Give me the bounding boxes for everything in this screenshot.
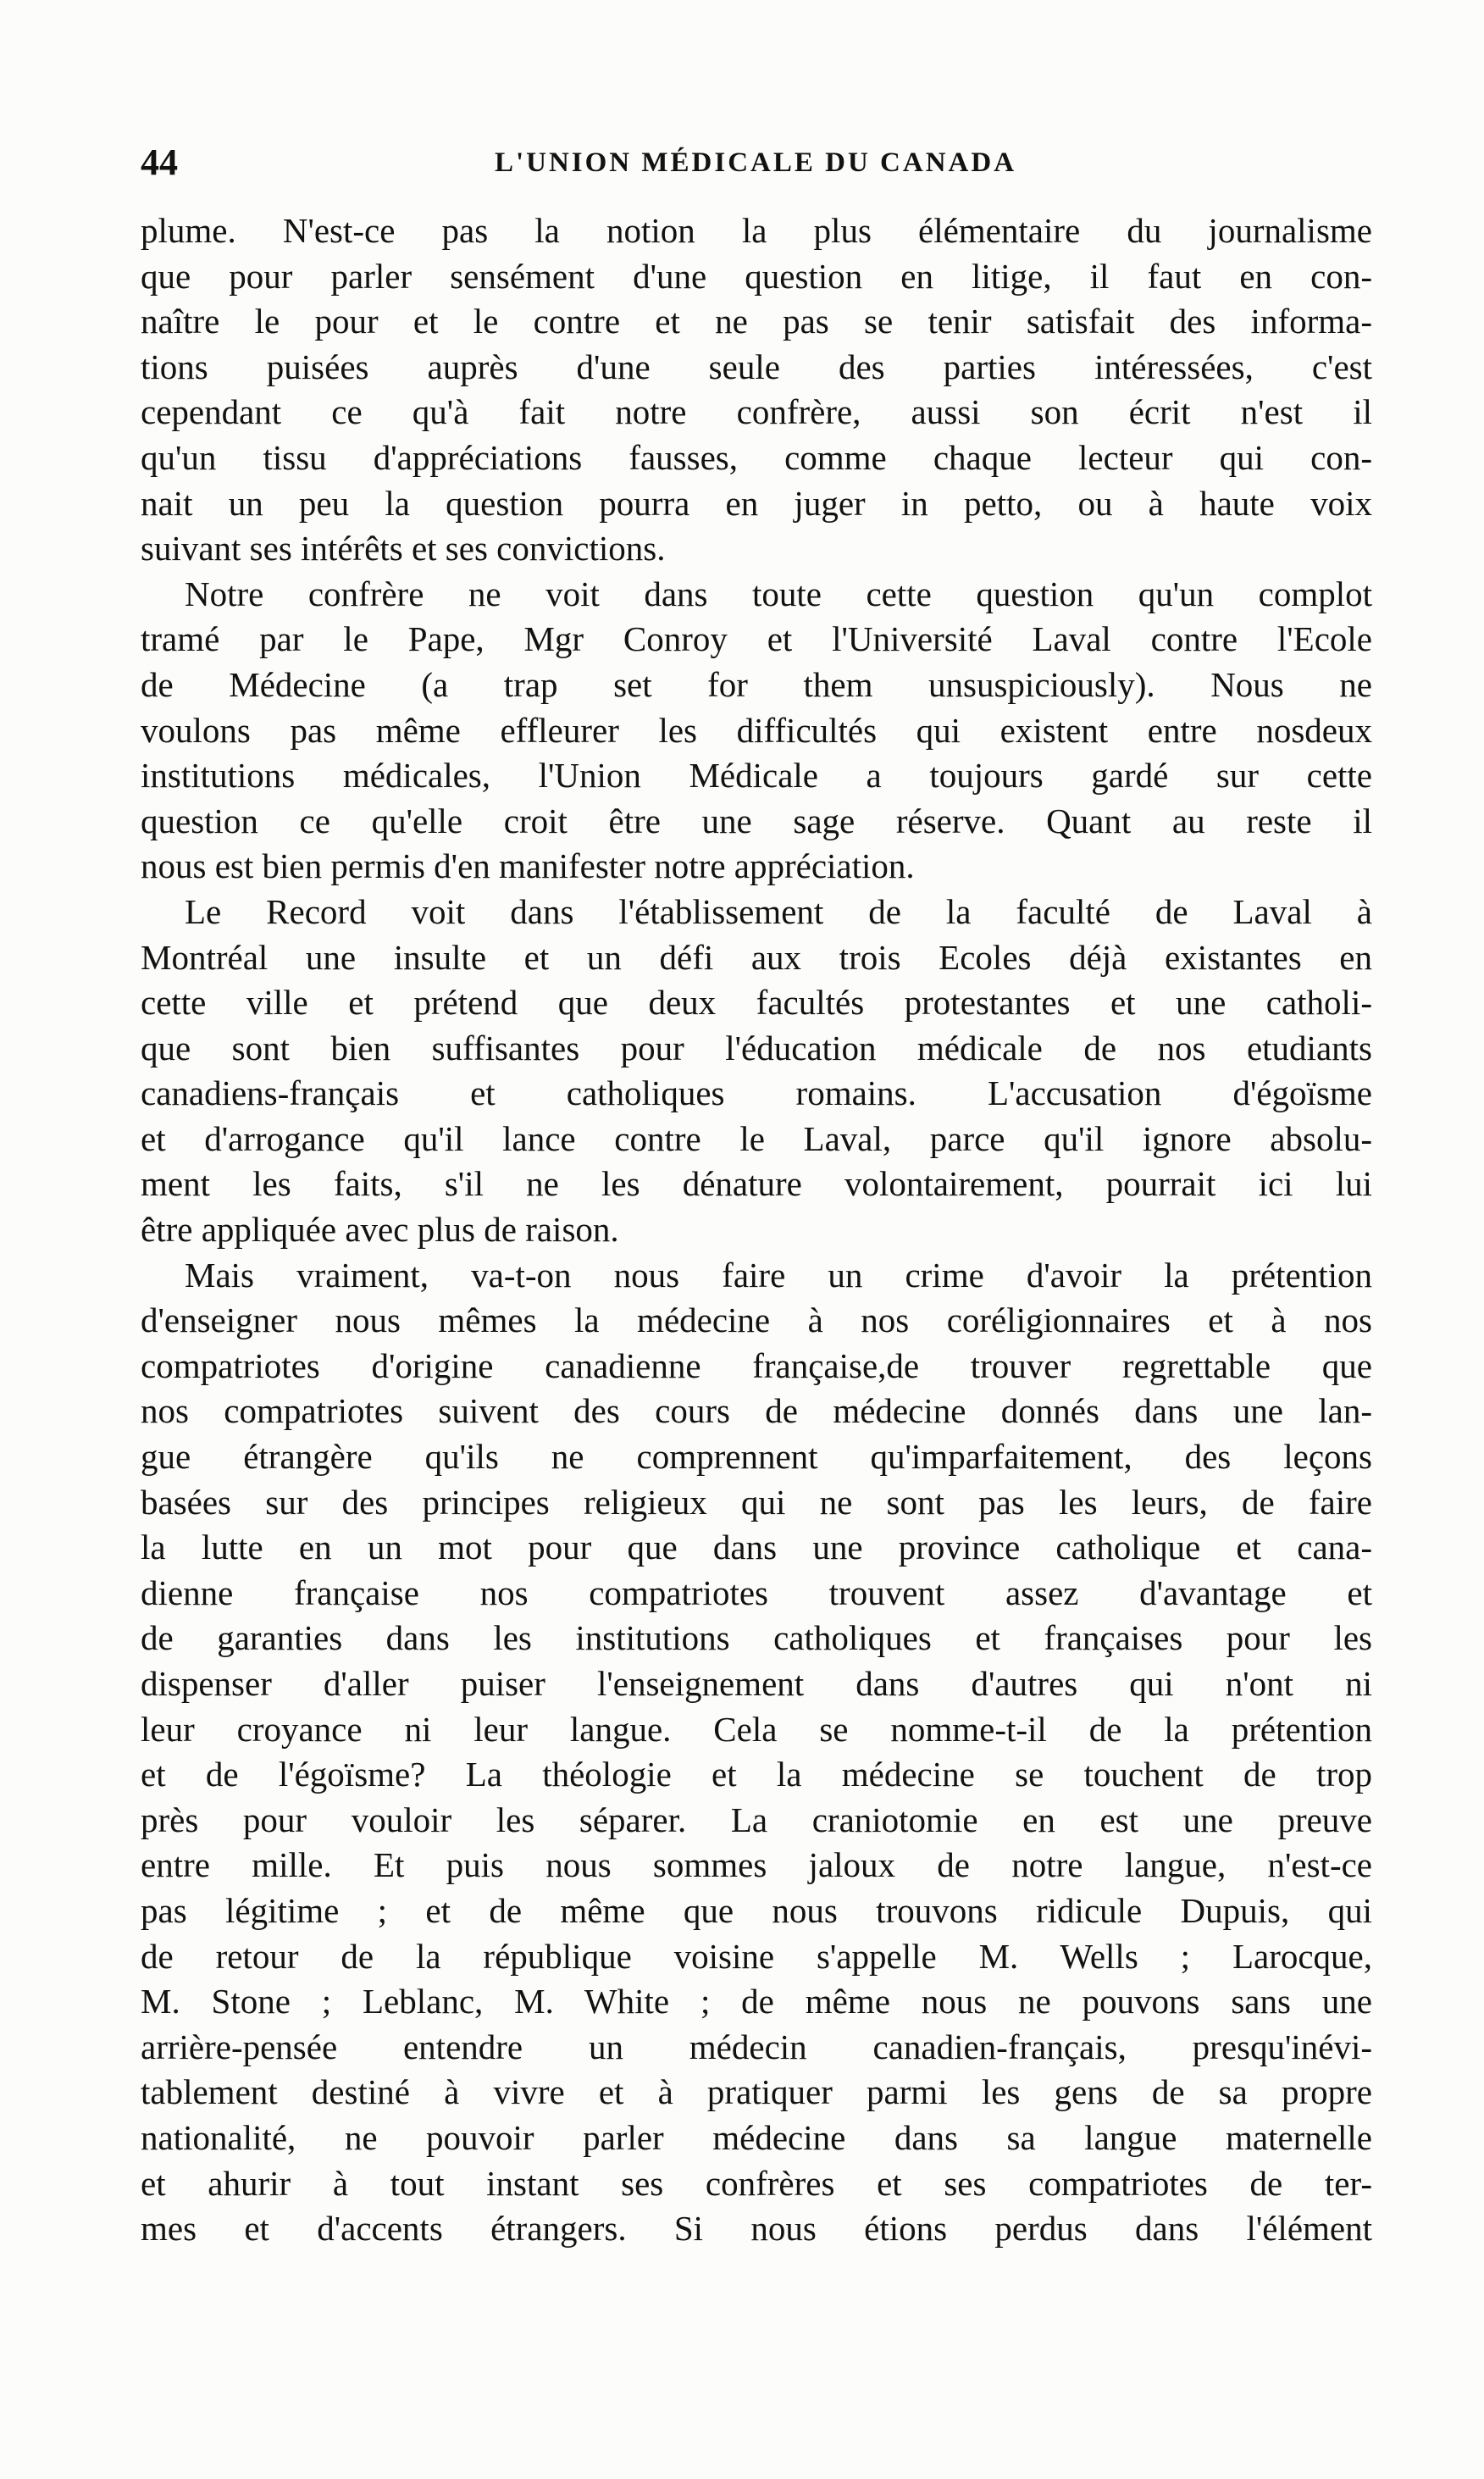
text-line: naître le pour et le contre et ne pas se tenir satisfait des informa-	[141, 302, 1372, 341]
text-line: dispenser d'aller puiser l'enseignement dans d'autres qui n'ont ni	[141, 1664, 1372, 1703]
paragraph	[141, 890, 1372, 1253]
text-line: pas légitime ; et de même que nous trouvons ridicule Dupuis, qui	[141, 1890, 1372, 1930]
journal-title: L'UNION MÉDICALE DU CANADA	[494, 147, 1017, 178]
text-line: entre mille. Et puis nous sommes jaloux de notre langue, n'est-ce	[141, 1845, 1372, 1885]
text-line: nous est bien permis d'en manifester notre appréciation.	[141, 846, 915, 886]
text-line: nationalité, ne pouvoir parler médecine dans sa langue maternelle	[141, 2117, 1372, 2157]
text-line: d'enseigner nous mêmes la médecine à nos coréligionnaires et à nos	[141, 1301, 1372, 1340]
text-line: voulons pas même effleurer les difficultés qui existent entre nosdeux	[141, 710, 1372, 750]
text-line: question ce qu'elle croit être une sage réserve. Quant au reste il	[141, 801, 1372, 840]
article-body	[141, 208, 1372, 2252]
text-line: cette ville et prétend que deux facultés protestantes et une catholi-	[141, 983, 1372, 1023]
text-line: Montréal une insulte et un défi aux trois Ecoles déjà existantes en	[141, 937, 1372, 977]
text-line: compatriotes d'origine canadienne française,de trouver regrettable que	[141, 1345, 1372, 1385]
text-line: nos compatriotes suivent des cours de médecine donnés dans une lan-	[141, 1391, 1372, 1431]
text-line: ment les faits, s'il ne les dénature volontairement, pourrait ici lui	[141, 1164, 1372, 1204]
text-line: nait un peu la question pourra en juger in petto, ou à haute voix	[141, 483, 1372, 523]
text-line: mes et d'accents étrangers. Si nous étions perdus dans l'élément	[141, 2209, 1372, 2249]
text-line: basées sur des principes religieux qui ne sont pas les leurs, de faire	[141, 1482, 1372, 1522]
text-line: institutions médicales, l'Union Médicale a toujours gardé sur cette	[141, 756, 1372, 796]
running-header	[141, 137, 1370, 188]
paragraph	[141, 1253, 1372, 2252]
text-line: et de l'égoïsme? La théologie et la médecine se touchent de trop	[141, 1755, 1372, 1794]
text-line: de Médecine (a trap set for them unsuspiciously). Nous ne	[141, 664, 1372, 704]
text-line: dienne française nos compatriotes trouvent assez d'avantage et	[141, 1572, 1372, 1612]
text-line: qu'un tissu d'appréciations fausses, comme chaque lecteur qui con-	[141, 437, 1372, 477]
text-line: tions puisées auprès d'une seule des parties intéressées, c'est	[141, 347, 1372, 386]
paragraph	[141, 572, 1372, 890]
text-line: Mais vraiment, va-t-on nous faire un crime d'avoir la prétention	[185, 1255, 1372, 1295]
text-line: tramé par le Pape, Mgr Conroy et l'Université Laval contre l'Ecole	[141, 619, 1372, 659]
text-line: gue étrangère qu'ils ne comprennent qu'imparfaitement, des leçons	[141, 1437, 1372, 1477]
text-line: être appliquée avec plus de raison.	[141, 1210, 619, 1250]
text-line: de garanties dans les institutions catholiques et françaises pour les	[141, 1618, 1372, 1658]
text-line: plume. N'est-ce pas la notion la plus élémentaire du journalisme	[141, 211, 1372, 250]
text-line: M. Stone ; Leblanc, M. White ; de même nous ne pouvons sans une	[141, 1982, 1372, 2021]
paragraph	[141, 208, 1372, 572]
text-line: arrière-pensée entendre un médecin canadien-français, presqu'inévi-	[141, 2027, 1372, 2066]
page-number: 44	[141, 141, 178, 183]
text-line: leur croyance ni leur langue. Cela se nomme-t-il de la prétention	[141, 1709, 1372, 1749]
text-line: la lutte en un mot pour que dans une province catholique et cana-	[141, 1528, 1372, 1567]
text-line: canadiens-français et catholiques romains. L'accusation d'égoïsme	[141, 1073, 1372, 1113]
text-line: tablement destiné à vivre et à pratiquer parmi les gens de sa propre	[141, 2072, 1372, 2112]
text-line: près pour vouloir les séparer. La craniotomie en est une preuve	[141, 1800, 1372, 1839]
text-line: et d'arrogance qu'il lance contre le Laval, parce qu'il ignore absolu-	[141, 1118, 1372, 1158]
text-line: que sont bien suffisantes pour l'éducation médicale de nos etudiants	[141, 1028, 1372, 1068]
text-line: Le Record voit dans l'établissement de la faculté de Laval à	[185, 891, 1372, 931]
text-line: suivant ses intérêts et ses convictions.	[141, 529, 666, 568]
text-line: Notre confrère ne voit dans toute cette question qu'un complot	[185, 574, 1372, 613]
text-line: et ahurir à tout instant ses confrères et ses compatriotes de ter-	[141, 2163, 1372, 2203]
text-line: que pour parler sensément d'une question en litige, il faut en con-	[141, 256, 1372, 296]
text-line: cependant ce qu'à fait notre confrère, aussi son écrit n'est il	[141, 392, 1372, 432]
text-line: de retour de la république voisine s'appelle M. Wells ; Larocque,	[141, 1936, 1372, 1976]
